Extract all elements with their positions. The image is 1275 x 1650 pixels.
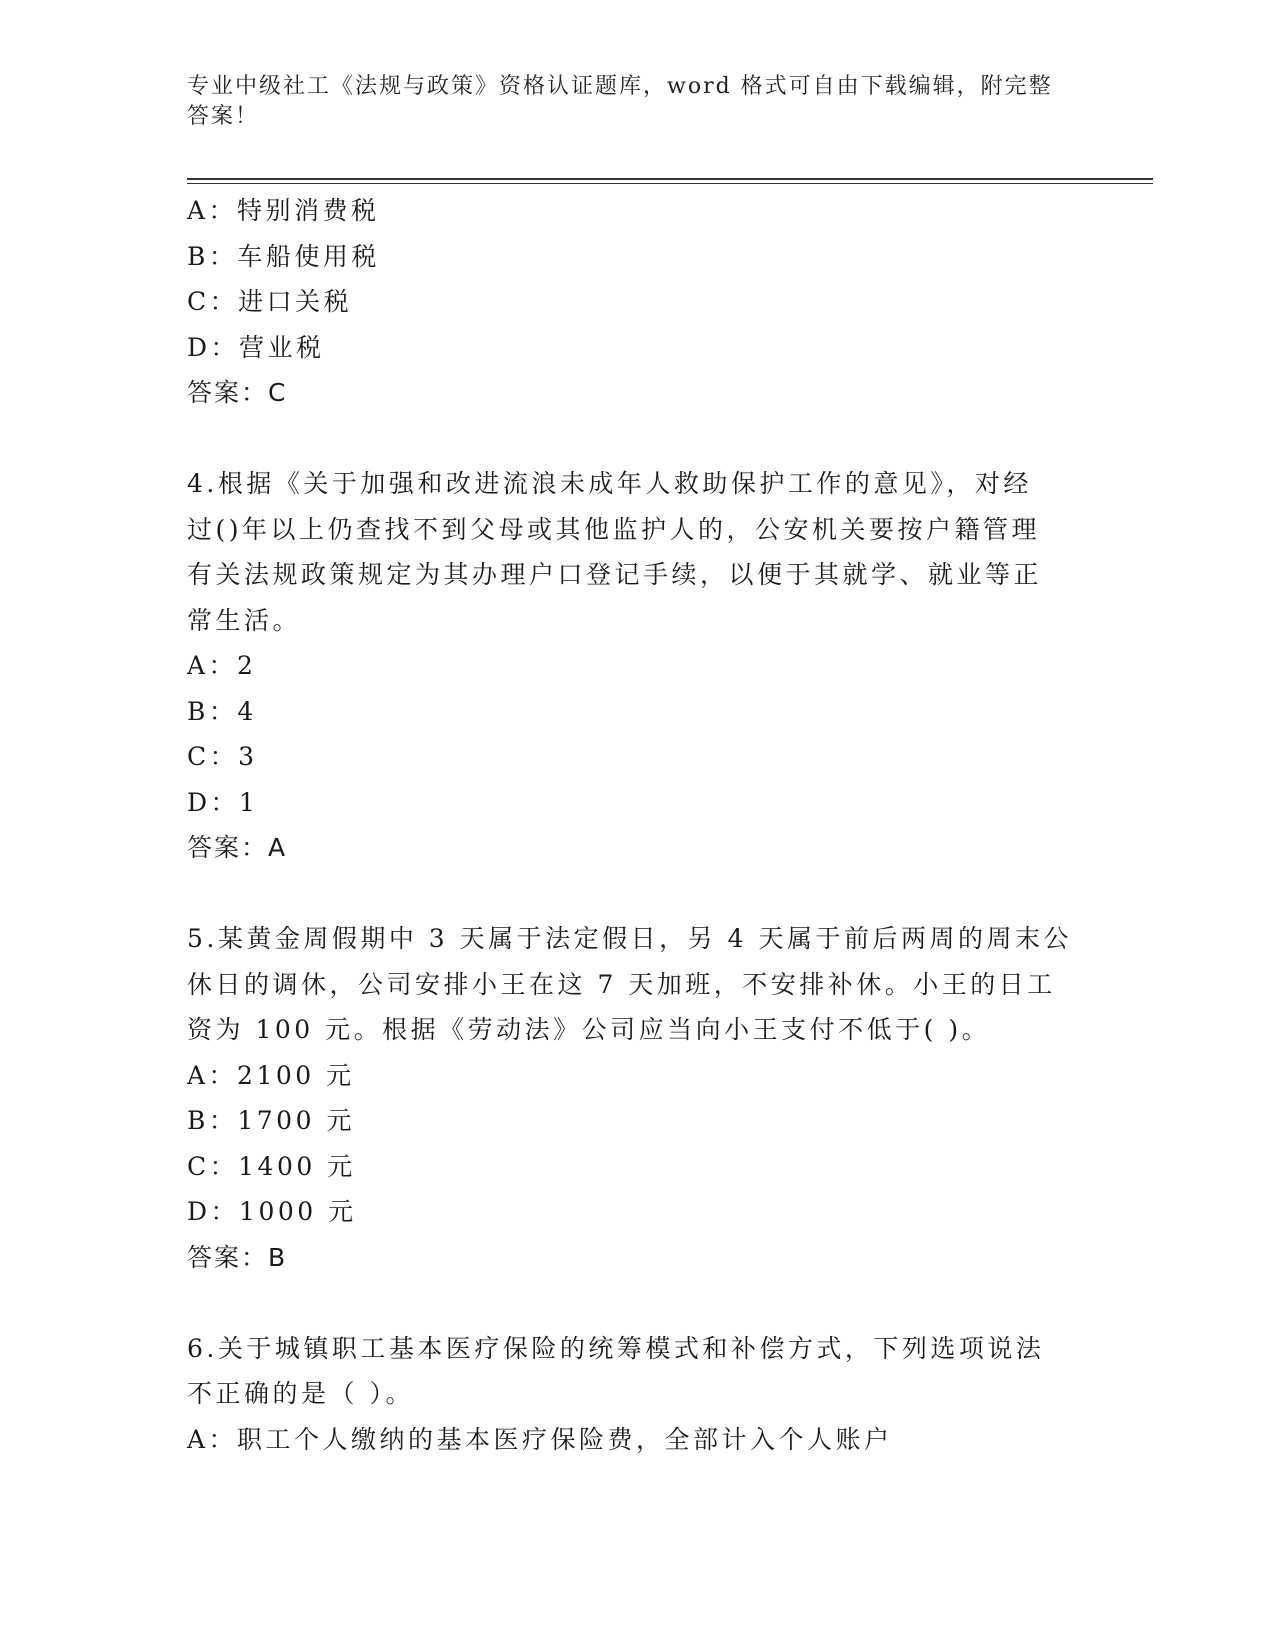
option-a: A：职工个人缴纳的基本医疗保险费，全部计入个人账户	[187, 1424, 893, 1454]
option-c: C：1400 元	[187, 1151, 356, 1181]
question-4	[187, 461, 1067, 871]
answer-label: 答案：B	[187, 1242, 288, 1272]
option-c: C：进口关税	[187, 287, 353, 316]
option-a: A：特别消费税	[187, 196, 380, 225]
option-a: A：2100 元	[187, 1060, 355, 1090]
answer-label: 答案：A	[187, 833, 288, 862]
question-text-line: 有关法规政策规定为其办理户口登记手续，以便于其就学、就业等正	[187, 560, 1043, 589]
question-3	[187, 188, 1067, 416]
spacer	[187, 416, 1067, 462]
option-c: C：3	[187, 742, 258, 771]
option-b: B：4	[187, 696, 257, 726]
option-d: D：营业税	[187, 332, 325, 362]
question-text-line: 5.某黄金周假期中 3 天属于法定假日，另 4 天属于前后两周的周末公	[187, 924, 1072, 953]
option-b: B：1700 元	[187, 1106, 355, 1135]
question-text-line: 休日的调休，公司安排小王在这 7 天加班，不安排补休。小王的日工	[187, 969, 1056, 999]
answer-label: 答案：C	[187, 378, 288, 407]
header-line-2: 答案！	[187, 104, 260, 129]
option-d: D：1	[187, 787, 259, 817]
option-a: A：2	[187, 651, 257, 680]
option-d: D：1000 元	[187, 1197, 357, 1226]
option-b: B：车船使用税	[187, 241, 380, 271]
spacer	[187, 871, 1067, 917]
question-text-line: 6.关于城镇职工基本医疗保险的统筹模式和补偿方式，下列选项说法	[187, 1333, 1045, 1363]
header-line-1: 专业中级社工《法规与政策》资格认证题库，word 格式可自由下载编辑，附完整	[187, 74, 1053, 99]
question-6	[187, 1326, 1067, 1463]
question-text-line: 常生活。	[187, 605, 302, 635]
page-header	[187, 72, 1067, 132]
question-text-line: 过()年以上仍查找不到父母或其他监护人的，公安机关要按户籍管理	[187, 514, 1041, 544]
header-rule-thin	[187, 183, 1153, 184]
question-list	[187, 188, 1072, 1462]
question-text-line: 不正确的是（ ）。	[187, 1379, 414, 1408]
header-rule-thick	[187, 178, 1153, 180]
spacer	[187, 1280, 1067, 1326]
question-5	[187, 916, 1072, 1280]
question-text-line: 4.根据《关于加强和改进流浪未成年人救助保护工作的意见》，对经	[187, 469, 1032, 498]
question-text-line: 资为 100 元。根据《劳动法》公司应当向小王支付不低于( )。	[187, 1015, 991, 1044]
